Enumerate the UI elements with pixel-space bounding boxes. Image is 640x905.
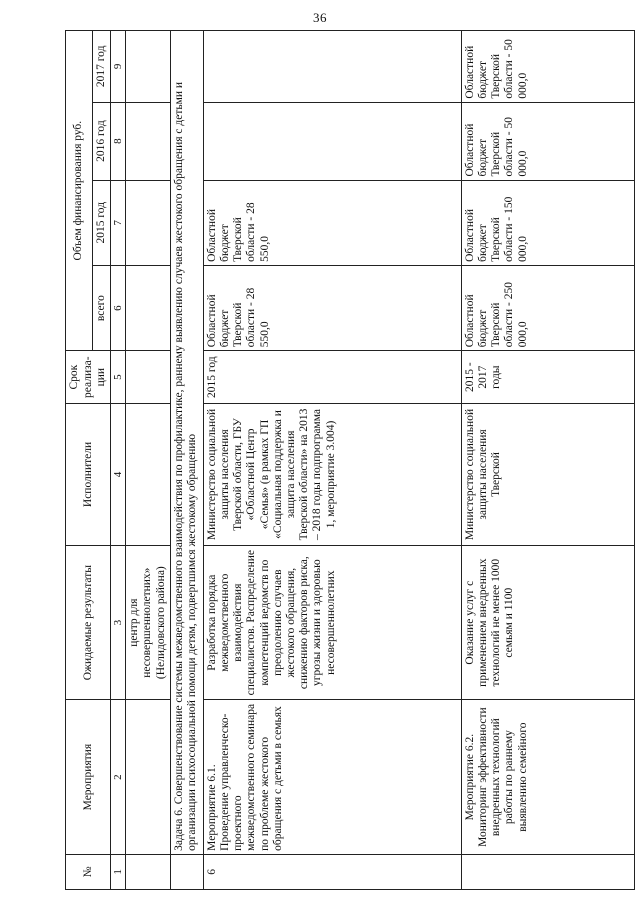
executors-6-2: Министерство социальной защиты населения Тверской — [461, 404, 634, 546]
colnum-cell: 6 — [111, 265, 126, 350]
executors-6-1: Министерство социальной защиты населения Тверской области, ГБУ «Областной Центр «Семья» (в рамках ГП «Социальная поддержка и защита населения Тверской области» на 2013 – 2018 годы подпрограмма 1, мероприятие 3.004) — [203, 404, 461, 546]
header-activities: Мероприятия — [66, 700, 111, 854]
y2016-6-2: Областной бюджет Тверской области - 50 000,0 — [461, 102, 634, 180]
header-financing: Объем финансирования руб. — [66, 31, 93, 351]
cell — [126, 180, 171, 265]
cont-results: центр для несовершеннолетних» (Нелидовского района) — [126, 545, 171, 699]
header-2016: 2016 год — [93, 102, 111, 180]
header-term: Срок реализа-ции — [66, 351, 111, 404]
cell — [170, 854, 203, 889]
column-number-row — [111, 31, 126, 890]
cell — [461, 854, 634, 889]
cell — [126, 31, 171, 103]
cell — [126, 700, 171, 854]
activity-6-2: Мероприятие 6.2. Мониторинг эффективности внедренных технологий работы по раннему выявлению семейного — [461, 700, 634, 854]
colnum-cell: 7 — [111, 180, 126, 265]
header-results: Ожидаемые результаты — [66, 545, 111, 699]
y2015-6-1: Областной бюджет Тверской области - 28 550,0 — [203, 180, 461, 265]
total-6-1: Областной бюджет Тверской области - 28 550,0 — [203, 265, 461, 350]
colnum-cell: 4 — [111, 404, 126, 546]
table-row-6-2 — [461, 31, 634, 890]
header-num: № — [66, 854, 111, 889]
results-6-1: Разработка порядка межведомственного взаимодействия специалистов. Распределение компетенций ведомств по преодолению случаев жестокого обращения, снижению факторов риска, угрозы жизни и здоровью несовершеннолетних — [203, 545, 461, 699]
colnum-cell: 2 — [111, 700, 126, 854]
cell — [126, 854, 171, 889]
cell — [126, 404, 171, 546]
header-2015: 2015 год — [93, 180, 111, 265]
total-6-2: Областной бюджет Тверской области - 250 000,0 — [461, 265, 634, 350]
y2017-6-2: Областной бюджет Тверской области - 50 000,0 — [461, 31, 634, 103]
colnum-cell: 3 — [111, 545, 126, 699]
page-number: 36 — [313, 10, 327, 25]
cell — [126, 351, 171, 404]
table-row-continuation — [126, 31, 171, 890]
y2016-6-1 — [203, 102, 461, 180]
y2015-6-2: Областной бюджет Тверской области - 150 000,0 — [461, 180, 634, 265]
header-row-1 — [66, 31, 93, 890]
colnum-cell: 5 — [111, 351, 126, 404]
activity-6-1: Мероприятие 6.1. Проведение управленческо-проектного межведомственного семинара по проблеме жестокого обращения с детьми в семьях — [203, 700, 461, 854]
table-row-6-1 — [203, 31, 461, 890]
term-6-2: 2015 - 2017 годы — [461, 351, 634, 404]
header-total: всего — [93, 265, 111, 350]
cell — [126, 102, 171, 180]
colnum-cell: 1 — [111, 854, 126, 889]
results-6-2: Оказание услуг с применением внедренных технологий не менее 1000 семьям и 1100 — [461, 545, 634, 699]
colnum-cell: 9 — [111, 31, 126, 103]
rotated-table-container — [65, 30, 635, 890]
header-executors: Исполнители — [66, 404, 111, 546]
row-number: 6 — [203, 854, 461, 889]
program-activities-table — [65, 30, 635, 890]
task-row — [170, 31, 203, 890]
term-6-1: 2015 год — [203, 351, 461, 404]
y2017-6-1 — [203, 31, 461, 103]
cell — [126, 265, 171, 350]
task-6-heading: Задача 6. Совершенствование системы межведомственного взаимодействия по профилактике, раннему выявлению случаев жестокого обращения с детьми и организации психосоциальной помощи детям, подвергшимся жестокому обращению — [170, 31, 203, 855]
colnum-cell: 8 — [111, 102, 126, 180]
header-2017: 2017 год — [93, 31, 111, 103]
